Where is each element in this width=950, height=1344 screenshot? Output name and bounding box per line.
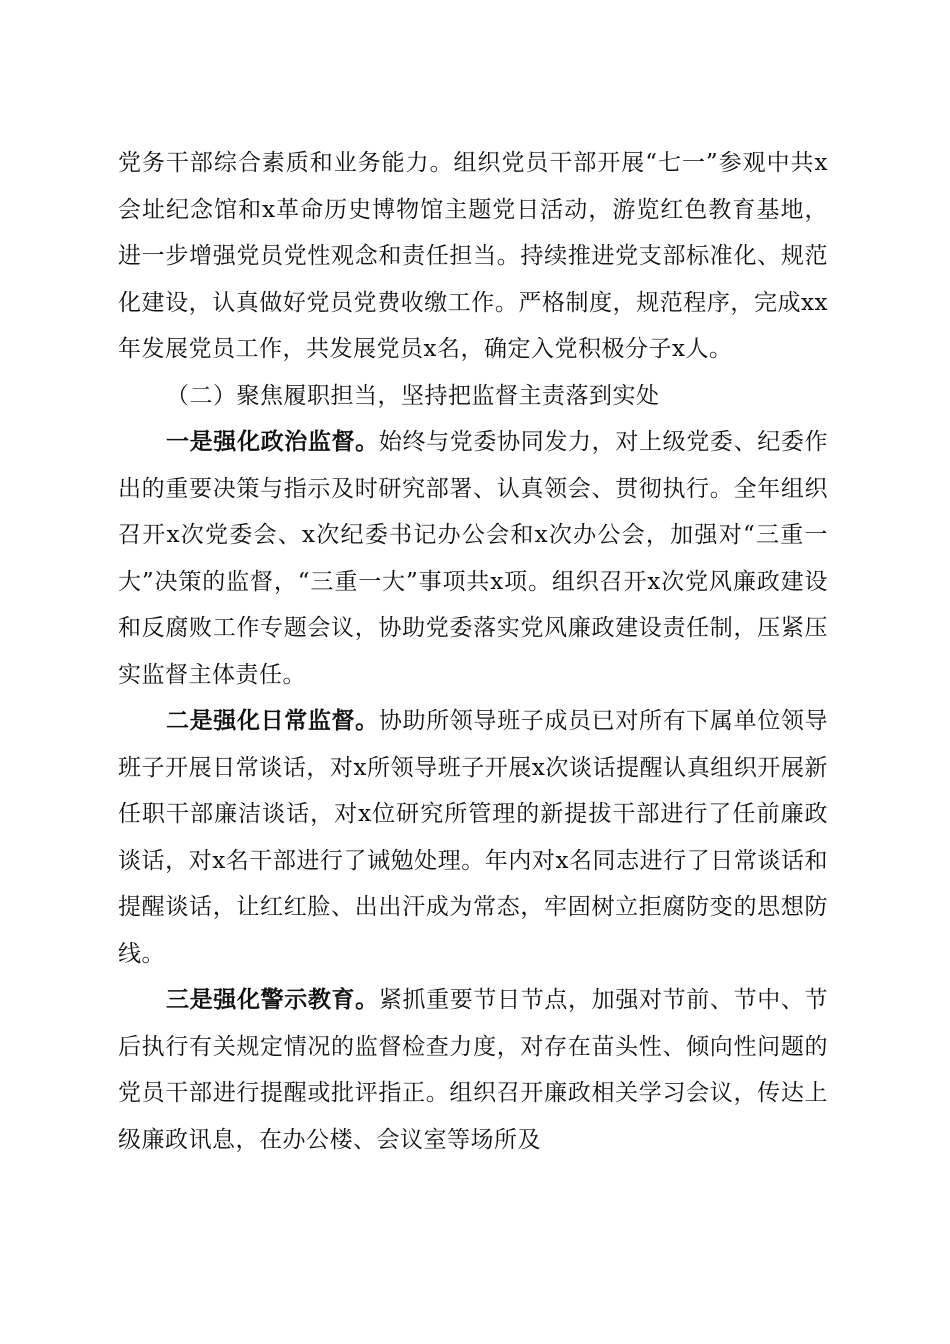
paragraph-text: 紧抓重要节日节点，加强对节前、节中、节后执行有关规定情况的监督检查力度，对存在苗头性、倾向性问题的党员干部进行提醒或批评指正。组织召开廉政相关学习会议，传达上级廉政讯息，在办公楼、会议室等场所及: [118, 987, 829, 1153]
document-body: [118, 140, 828, 1163]
section-heading: （二）聚焦履职担当，坚持把监督主责落到实处: [166, 382, 660, 409]
paragraph-lead: 二是强化日常监督。: [166, 707, 379, 734]
paragraph-daily-supervision: [118, 698, 828, 977]
paragraph-lead: 三是强化警示教育。: [166, 986, 379, 1013]
paragraph-warning-education: [118, 977, 828, 1163]
paragraph-political-supervision: [118, 419, 828, 698]
paragraph-lead: 一是强化政治监督。: [166, 428, 379, 455]
paragraph-continued: 党务干部综合素质和业务能力。组织党员干部开展“七一”参观中共x会址纪念馆和x革命历史博物馆主题党日活动，游览红色教育基地，进一步增强党员党性观念和责任担当。持续推进党支部标准化、规范化建设，认真做好党员党费收缴工作。严格制度，规范程序，完成xx年发展党员工作，共发展党员x名，确定入党积极分子x人。: [118, 150, 828, 362]
paragraph-text: 始终与党委协同发力，对上级党委、纪委作出的重要决策与指示及时研究部署、认真领会、贯彻执行。全年组织召开x次党委会、x次纪委书记办公会和x次办公会，加强对“三重一大”决策的监督，“三重一大”事项共x项。组织召开x次党风廉政建设和反腐败工作专题会议，协助党委落实党风廉政建设责任制，压紧压实监督主体责任。: [118, 429, 829, 688]
paragraph-text: 协助所领导班子成员已对所有下属单位领导班子开展日常谈话，对x所领导班子开展x次谈话提醒认真组织开展新任职干部廉洁谈话，对x位研究所管理的新提拔干部进行了任前廉政谈话，对x名干部进行了诫勉处理。年内对x名同志进行了日常谈话和提醒谈话，让红红脸、出出汗成为常态，牢固树立拒腐防变的思想防线。: [118, 708, 829, 967]
